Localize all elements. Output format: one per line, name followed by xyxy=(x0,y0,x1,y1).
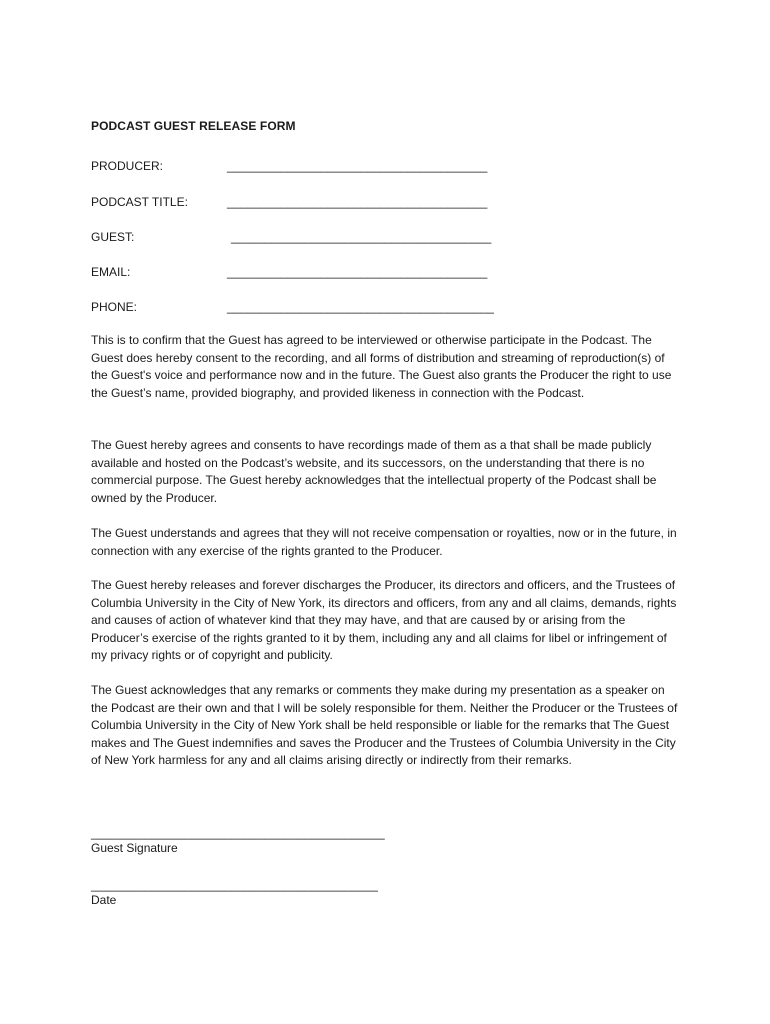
producer-field-line: _______________________________________ xyxy=(227,159,488,173)
release-paragraph: The Guest hereby releases and forever discharges the Producer, its directors and officers, and the Trustees of Columbia University in the City of New York, its directors and officers, from any and all claims, demands, rights and causes of action of whatever kind that they may have, and that are caused by or arising from the Producer’s exercise of the rights granted to it by them, including any and all claims for libel or infringement of my privacy rights or of copyright and publicity. xyxy=(91,578,677,662)
recordings-paragraph: The Guest hereby agrees and consents to have recordings made of them as a that shall be made publicly available and hosted on the Podcast’s website, and its successors, on the understanding that there is no commercial purpose. The Guest hereby acknowledges that the intellectual property of the Podcast shall be owned by the Producer. xyxy=(91,438,657,505)
guest-signature-label: Guest Signature xyxy=(91,841,178,855)
consent-paragraph: This is to confirm that the Guest has agreed to be interviewed or otherwise participate in the Podcast. The Guest does hereby consent to the recording, and all forms of distribution and streaming of reproduction(s) of the Guest's voice and performance now and in the future. The Guest also grants the Producer the right to use the Guest’s name, provided biography, and provided likeness in connection with the Podcast. xyxy=(91,333,672,400)
email-label: EMAIL: xyxy=(91,265,131,279)
phone-field-line: ________________________________________ xyxy=(227,300,494,314)
podcast-title-field-line: _______________________________________ xyxy=(227,195,488,209)
date-label: Date xyxy=(91,893,117,907)
podcast-title-label: PODCAST TITLE: xyxy=(91,195,188,209)
signature-line: ____________________________________________ xyxy=(91,826,385,840)
producer-label: PRODUCER: xyxy=(91,159,164,173)
email-field-line: _______________________________________ xyxy=(227,265,488,279)
form-title: PODCAST GUEST RELEASE FORM xyxy=(91,119,296,133)
guest-label: GUEST: xyxy=(91,230,135,244)
phone-label: PHONE: xyxy=(91,300,138,314)
guest-field-line: _______________________________________ xyxy=(231,230,492,244)
remarks-paragraph: The Guest acknowledges that any remarks or comments they make during my presentation as a speaker on the Podcast are their own and that I will be solely responsible for them. Neither the Producer or the Trustees of Columbia University in the City of New York shall be held responsible or liable for the remarks that The Guest makes and The Guest indemnifies and saves the Producer and the Trustees of Columbia University in the City of New York harmless for any and all claims arising directly or indirectly from their remarks. xyxy=(91,683,678,767)
compensation-paragraph: The Guest understands and agrees that they will not receive compensation or royalties, now or in the future, in connection with any exercise of the rights granted to the Producer. xyxy=(91,526,677,558)
date-line: ___________________________________________ xyxy=(91,878,378,892)
